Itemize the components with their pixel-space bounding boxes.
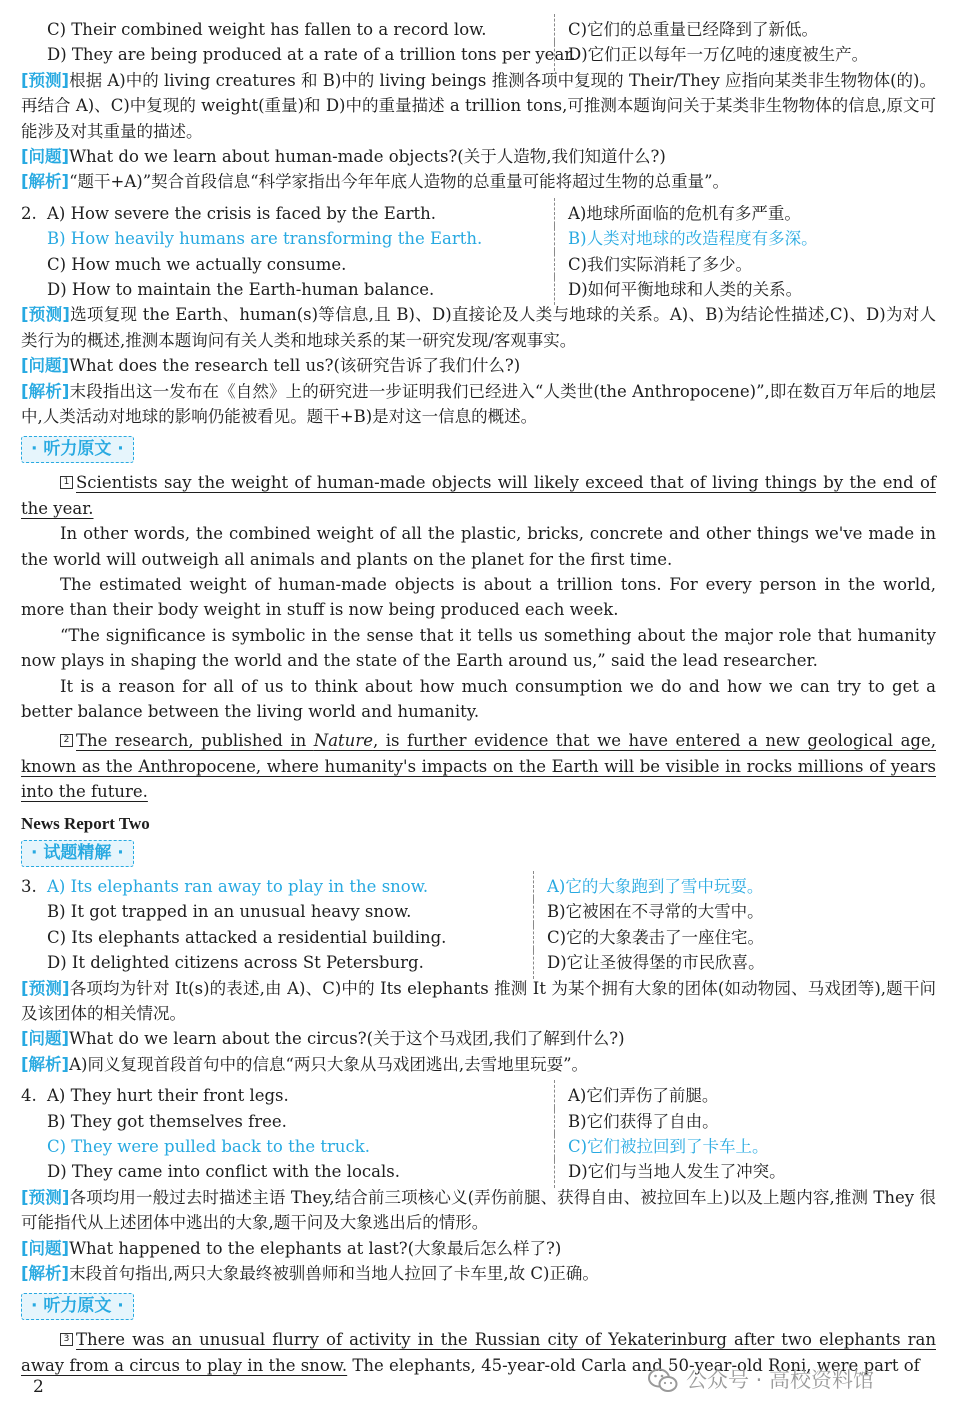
option-zh: A)它们弄伤了前腿。 xyxy=(554,1083,936,1108)
option-zh: B)人类对地球的改造程度有多深。 xyxy=(554,226,936,251)
question-label: [问题] xyxy=(21,147,70,166)
transcript-banner: · 听力原文 · xyxy=(21,436,134,463)
option-zh: D)如何平衡地球和人类的关系。 xyxy=(554,277,936,302)
option-en: B) It got trapped in an unusual heavy snow. xyxy=(47,902,412,922)
prediction-text: 各项均用一般过去时描述主语 They,结合前三项核心义(弄伤前腿、获得自由、被拉回车上)以及上题内容,推测 They 很可能指代从上述团体中逃出的大象,题干问及大象逃出后的情形。 xyxy=(21,1187,936,1233)
correct-option-row xyxy=(21,874,936,899)
option-row xyxy=(21,201,936,226)
option-en: B) They got themselves free. xyxy=(47,1111,287,1131)
analysis-paragraph xyxy=(21,1052,936,1077)
analysis-paragraph xyxy=(21,379,936,430)
option-row xyxy=(21,277,936,302)
transcript-paragraph xyxy=(21,470,936,521)
option-zh: D)它们正以每年一万亿吨的速度被生产。 xyxy=(554,42,936,67)
option-text: A) How severe the crisis is faced by the Earth. xyxy=(47,203,437,223)
page-content xyxy=(21,17,936,1378)
analysis-text: 末段指出这一发布在《自然》上的研究进一步证明我们已经进入“人类世(the Anthropocene)”,即在数百万年后的地层中,人类活动对地球的影响仍能被看见。题干+B)是对这一信息的概述。 xyxy=(21,381,936,426)
question-text: What does the research tell us?(该研究告诉了我们什么?) xyxy=(69,356,521,376)
option-en: C) They were pulled back to the truck. xyxy=(47,1137,370,1157)
option-zh: C)它们被拉回到了卡车上。 xyxy=(554,1134,936,1159)
prediction-paragraph xyxy=(21,976,936,1027)
option-en: B) How heavily humans are transforming the Earth. xyxy=(47,229,483,249)
question-text: What happened to the elephants at last?(大象最后怎么样了?) xyxy=(69,1238,562,1258)
prediction-text: 根据 A)中的 living creatures 和 B)中的 living beings 推测各项中复现的 Their/They 应指向某类非生物物体(的)。再结合 A)、C)中复现的 weight(重量)和 D)中的重量描述 a trillion tons,可推测本题询问关于某类非生物物体的信息,原文可能涉及对其重量的描述。 xyxy=(21,70,936,141)
prediction-paragraph xyxy=(21,1185,936,1236)
prediction-text: 各项均为针对 It(s)的表述,由 A)、C)中的 Its elephants 推测 It 为某个拥有大象的团体(如动物园、马戏团等),题干问及该团体的相关情况。 xyxy=(21,978,936,1024)
transcript-paragraph: The estimated weight of human-made objects is about a trillion tons. For every person in the world, more than their body weight in stuff is now being produced each week. xyxy=(21,575,936,620)
question-number: 4. xyxy=(21,1086,37,1106)
analysis-banner: · 试题精解 · xyxy=(21,840,134,867)
option-zh: A)它的大象跑到了雪中玩耍。 xyxy=(533,874,936,899)
option-zh: C)我们实际消耗了多少。 xyxy=(554,252,936,277)
option-en xyxy=(21,201,554,226)
option-zh: B)它被困在不寻常的大雪中。 xyxy=(533,899,936,924)
analysis-label: [解析] xyxy=(21,381,70,401)
question-label: [问题] xyxy=(21,1029,70,1049)
correct-option-row xyxy=(21,226,936,251)
option-en: C) How much we actually consume. xyxy=(47,254,347,274)
option-text: A) Its elephants ran away to play in the snow. xyxy=(47,877,429,897)
option-row xyxy=(21,925,936,950)
prediction-label: [预测] xyxy=(21,978,70,998)
question-number: 3. xyxy=(21,877,37,897)
prediction-paragraph xyxy=(21,302,936,353)
option-text: A) They hurt their front legs. xyxy=(47,1086,289,1106)
analysis-paragraph xyxy=(21,169,936,194)
question-marker: 2 xyxy=(60,734,73,747)
option-zh: C)它们的总重量已经降到了新低。 xyxy=(554,17,936,42)
key-sentence: There was an unusual flurry of activity in the Russian city of Yekaterinburg after two elephants ran away from a circus to play in the snow. xyxy=(21,1330,936,1375)
option-en: D) How to maintain the Earth-human balance. xyxy=(47,279,435,299)
prediction-label: [预测] xyxy=(21,70,70,90)
prediction-label: [预测] xyxy=(21,305,70,325)
option-row xyxy=(21,1159,936,1184)
option-zh: B)它们获得了自由。 xyxy=(554,1109,936,1134)
key-sentence-part: The research, published in xyxy=(76,731,314,751)
option-en xyxy=(21,874,533,899)
option-zh: C)它的大象袭击了一座住宅。 xyxy=(533,925,936,950)
prediction-text: 选项复现 the Earth、human(s)等信息,且 B)、D)直接论及人类与地球的关系。A)、B)为结论性描述,C)、D)为对人类行为的概述,推测本题询问有关人类和地球关系的某一研究发现/客观事实。 xyxy=(21,305,936,350)
option-row xyxy=(21,1083,936,1108)
option-zh: D)它让圣彼得堡的市民欣喜。 xyxy=(533,950,936,975)
wechat-icon xyxy=(648,1368,678,1394)
transcript-text: The elephants, 45-year-old Carla and 50-year-old Roni, were part of xyxy=(347,1355,920,1375)
option-row xyxy=(21,17,936,42)
question-text: What do we learn about human-made objects?(关于人造物,我们知道什么?) xyxy=(69,147,666,166)
watermark-text: 公众号 · 高校资料馆 xyxy=(686,1368,875,1393)
option-row xyxy=(21,899,936,924)
question-label: [问题] xyxy=(21,356,70,376)
option-en: C) Their combined weight has fallen to a record low. xyxy=(47,20,487,39)
question-number: 2. xyxy=(21,203,37,223)
transcript-paragraph: It is a reason for all of us to think about how much consumption we do and how we can try to get a better balance between the living world and humanity. xyxy=(21,676,936,722)
option-row xyxy=(21,252,936,277)
key-sentence-part: , is further evidence that we have entered a new geological age, known as the Anthropocene, where humanity's impacts on the Earth will be visible in rocks millions of years into the future. xyxy=(21,731,936,802)
analysis-label: [解析] xyxy=(21,1054,70,1074)
option-en: D) It delighted citizens across St Petersburg. xyxy=(47,953,424,973)
question-paragraph xyxy=(21,1026,936,1051)
option-zh: A)地球所面临的危机有多严重。 xyxy=(554,201,936,226)
option-en: C) Its elephants attacked a residential building. xyxy=(47,927,447,947)
question-label: [问题] xyxy=(21,1238,70,1258)
analysis-text: “题干+A)”契合首段信息“科学家指出今年年底人造物的总重量可能将超过生物的总重量”。 xyxy=(69,172,730,192)
journal-name: Nature xyxy=(313,731,373,751)
question-text: What do we learn about the circus?(关于这个马戏团,我们了解到什么?) xyxy=(69,1029,625,1049)
correct-option-row xyxy=(21,1134,936,1159)
section-title: News Report Two xyxy=(21,813,150,833)
page-number: 2 xyxy=(33,1377,44,1397)
analysis-text: A)同义复现首段首句中的信息“两只大象从马戏团逃出,去雪地里玩耍”。 xyxy=(69,1054,589,1074)
question-paragraph xyxy=(21,353,936,378)
analysis-text: 末段首句指出,两只大象最终被驯兽师和当地人拉回了卡车里,故 C)正确。 xyxy=(69,1264,599,1284)
option-zh: D)它们与当地人发生了冲突。 xyxy=(554,1159,936,1184)
option-en: D) They are being produced at a rate of a trillion tons per year. xyxy=(47,45,576,65)
transcript-banner: · 听力原文 · xyxy=(21,1293,134,1320)
option-en: D) They came into conflict with the locals. xyxy=(47,1162,400,1182)
option-row xyxy=(21,42,936,67)
question-paragraph xyxy=(21,1236,936,1261)
watermark xyxy=(648,1368,874,1394)
option-en xyxy=(21,1083,554,1108)
transcript-paragraph xyxy=(21,728,936,804)
prediction-paragraph xyxy=(21,68,936,144)
analysis-paragraph xyxy=(21,1261,936,1286)
option-row xyxy=(21,1109,936,1134)
question-paragraph xyxy=(21,144,936,169)
question-marker: 1 xyxy=(60,476,73,489)
key-sentence xyxy=(21,731,936,801)
key-sentence: Scientists say the weight of human-made objects will likely exceed that of living things by the end of the year. xyxy=(21,473,936,518)
analysis-label: [解析] xyxy=(21,172,70,192)
option-row xyxy=(21,950,936,975)
analysis-label: [解析] xyxy=(21,1264,70,1284)
question-marker: 3 xyxy=(60,1333,73,1346)
transcript-paragraph: In other words, the combined weight of all the plastic, bricks, concrete and other things we've made in the world will outweigh all animals and plants on the planet for the first time. xyxy=(21,524,936,569)
transcript-paragraph: “The significance is symbolic in the sense that it tells us something about the major role that humanity now plays in shaping the world and the state of the Earth around us,” said the lead researcher. xyxy=(21,625,936,671)
prediction-label: [预测] xyxy=(21,1187,70,1207)
